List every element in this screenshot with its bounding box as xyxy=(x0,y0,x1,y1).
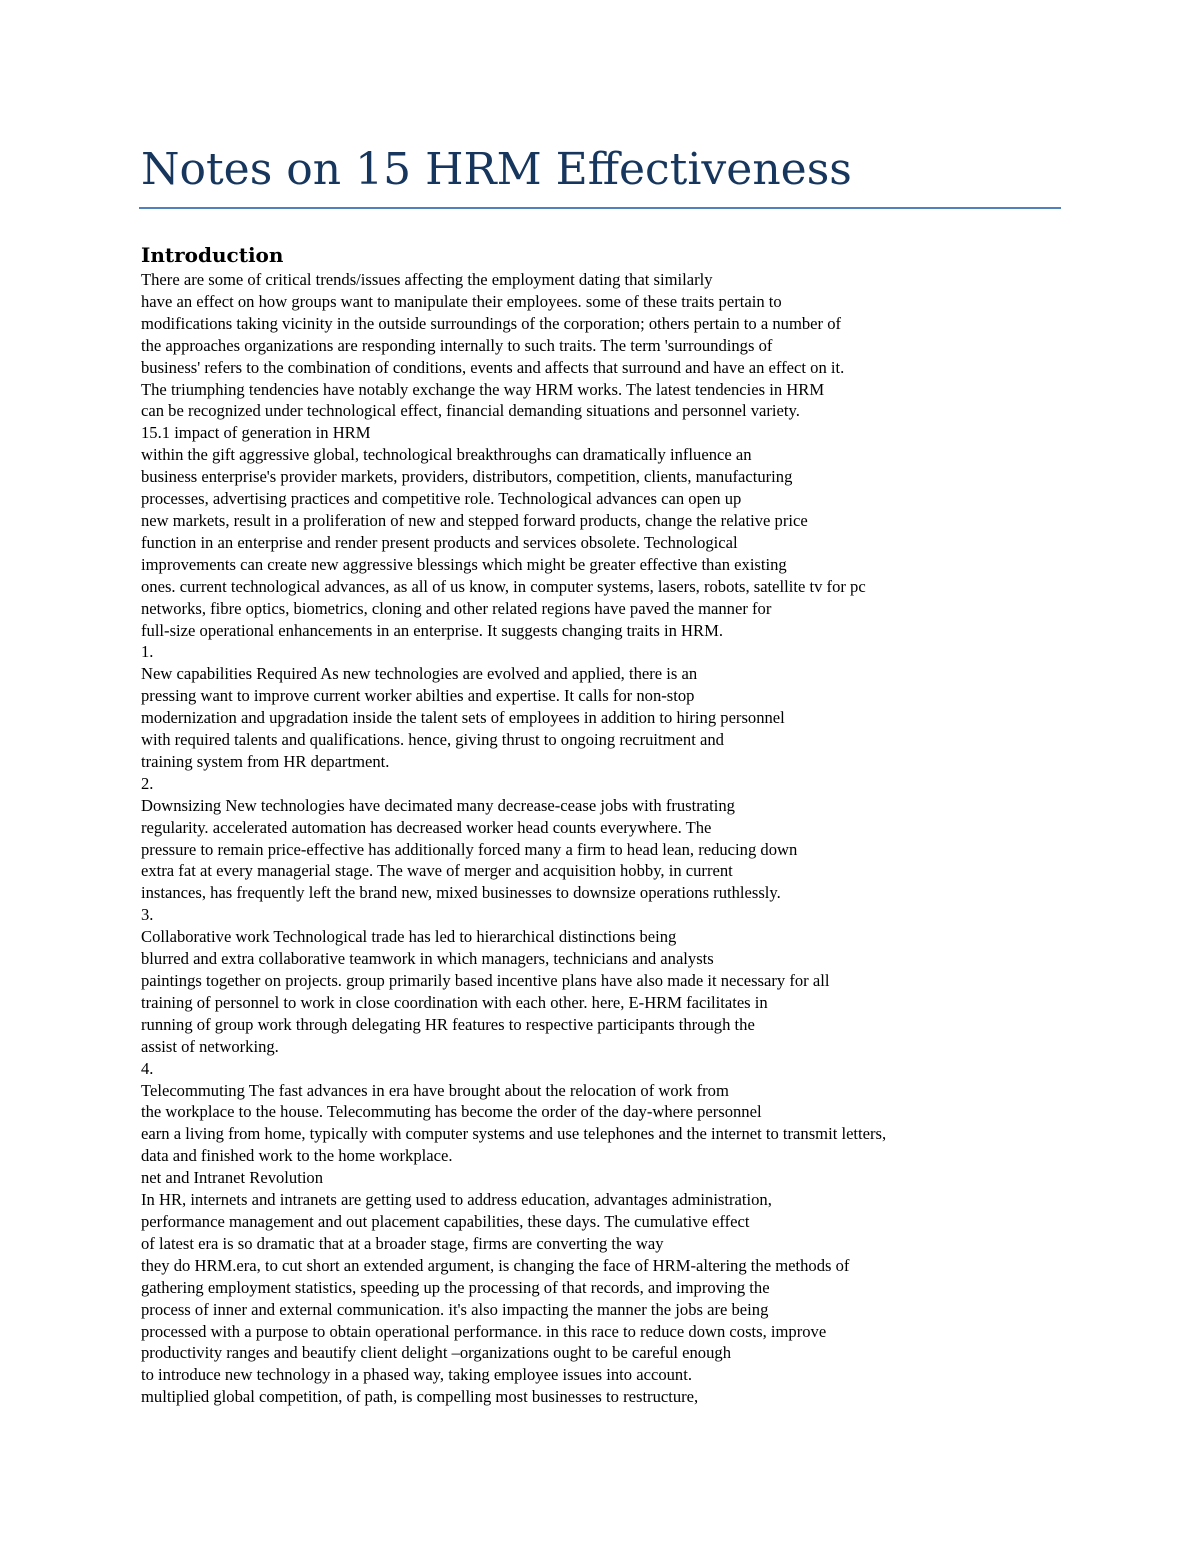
body-text xyxy=(141,269,1061,1408)
body-line: In HR, internets and intranets are getting used to address education, advantages administration, xyxy=(141,1190,772,1210)
body-line: of latest era is so dramatic that at a broader stage, firms are converting the way xyxy=(141,1233,664,1253)
body-line: function in an enterprise and render present products and services obsolete. Technological xyxy=(141,532,738,552)
document-title: Notes on 15 HRM Effectiveness xyxy=(141,144,852,195)
body-line: 3. xyxy=(141,905,154,925)
body-line: training of personnel to work in close coordination with each other. here, E-HRM facilitates in xyxy=(141,992,768,1012)
body-line: blurred and extra collaborative teamwork in which managers, technicians and analysts xyxy=(141,949,714,969)
body-line: the approaches organizations are responding internally to such traits. The term 'surroundings of xyxy=(141,335,773,355)
body-line: to introduce new technology in a phased way, taking employee issues into account. xyxy=(141,1365,692,1385)
body-line: full-size operational enhancements in an enterprise. It suggests changing traits in HRM. xyxy=(141,620,724,640)
body-line: 1. xyxy=(141,642,154,662)
body-line: 2. xyxy=(141,773,154,793)
body-line: they do HRM.era, to cut short an extended argument, is changing the face of HRM-altering the methods of xyxy=(141,1255,850,1275)
body-line: earn a living from home, typically with computer systems and use telephones and the internet to transmit letters, xyxy=(141,1124,887,1144)
body-line: improvements can create new aggressive blessings which might be greater effective than existing xyxy=(141,554,787,574)
body-line: There are some of critical trends/issues affecting the employment dating that similarly xyxy=(141,270,713,289)
body-line: paintings together on projects. group primarily based incentive plans have also made it necessary for all xyxy=(141,971,830,990)
body-line: training system from HR department. xyxy=(141,751,390,771)
body-line: 4. xyxy=(141,1058,154,1078)
body-line: extra fat at every managerial stage. The wave of merger and acquisition hobby, in current xyxy=(141,861,733,881)
body-line: ones. current technological advances, as all of us know, in computer systems, lasers, robots, satellite tv for pc xyxy=(141,576,866,596)
body-line: Downsizing New technologies have decimated many decrease-cease jobs with frustrating xyxy=(141,795,735,815)
body-line: 15.1 impact of generation in HRM xyxy=(141,423,371,443)
body-line: productivity ranges and beautify client delight –organizations ought to be careful enough xyxy=(141,1343,731,1363)
body-line: networks, fibre optics, biometrics, cloning and other related regions have paved the manner for xyxy=(141,598,772,618)
body-line: assist of networking. xyxy=(141,1036,279,1056)
body-line: Collaborative work Technological trade has led to hierarchical distinctions being xyxy=(141,927,677,947)
body-line: new markets, result in a proliferation of new and stepped forward products, change the relative price xyxy=(141,510,808,530)
body-line: net and Intranet Revolution xyxy=(141,1168,324,1188)
body-line: multiplied global competition, of path, is compelling most businesses to restructure, xyxy=(141,1387,699,1407)
body-line: modernization and upgradation inside the talent sets of employees in addition to hiring personnel xyxy=(141,708,785,728)
body-line: regularity. accelerated automation has decreased worker head counts everywhere. The xyxy=(141,817,712,837)
body-line: with required talents and qualifications. hence, giving thrust to ongoing recruitment and xyxy=(141,730,724,750)
body-line: instances, has frequently left the brand new, mixed businesses to downsize operations ruthlessly. xyxy=(141,883,781,903)
body-line: The triumphing tendencies have notably exchange the way HRM works. The latest tendencies in HRM xyxy=(141,379,825,399)
body-line: modifications taking vicinity in the outside surroundings of the corporation; others pertain to a number of xyxy=(141,313,842,333)
body-line: can be recognized under technological effect, financial demanding situations and personnel variety. xyxy=(141,401,800,421)
body-line: running of group work through delegating HR features to respective participants through the xyxy=(141,1014,755,1034)
body-line: processes, advertising practices and competitive role. Technological advances can open up xyxy=(141,489,742,509)
body-line: performance management and out placement capabilities, these days. The cumulative effect xyxy=(141,1211,750,1231)
body-line: New capabilities Required As new technologies are evolved and applied, there is an xyxy=(141,664,698,684)
body-line: have an effect on how groups want to manipulate their employees. some of these traits pertain to xyxy=(141,291,782,311)
body-line: within the gift aggressive global, technological breakthroughs can dramatically influence an xyxy=(141,445,752,465)
body-line: pressure to remain price-effective has additionally forced many a firm to head lean, reducing down xyxy=(141,839,798,859)
title-underline-rule xyxy=(139,207,1061,209)
body-line: business' refers to the combination of conditions, events and affects that surround and have an effect on it. xyxy=(141,357,845,377)
body-line: data and finished work to the home workplace. xyxy=(141,1146,453,1166)
body-line: process of inner and external communication. it's also impacting the manner the jobs are being xyxy=(141,1299,769,1319)
body-line: Telecommuting The fast advances in era have brought about the relocation of work from xyxy=(141,1080,729,1100)
body-line: the workplace to the house. Telecommuting has become the order of the day-where personnel xyxy=(141,1102,762,1122)
body-line: gathering employment statistics, speeding up the processing of that records, and improving the xyxy=(141,1277,770,1297)
body-line: processed with a purpose to obtain operational performance. in this race to reduce down costs, improve xyxy=(141,1321,827,1341)
section-heading-introduction: Introduction xyxy=(141,243,284,267)
body-line: business enterprise's provider markets, providers, distributors, competition, clients, manufacturing xyxy=(141,467,793,487)
body-line: pressing want to improve current worker abilties and expertise. It calls for non-stop xyxy=(141,686,695,706)
